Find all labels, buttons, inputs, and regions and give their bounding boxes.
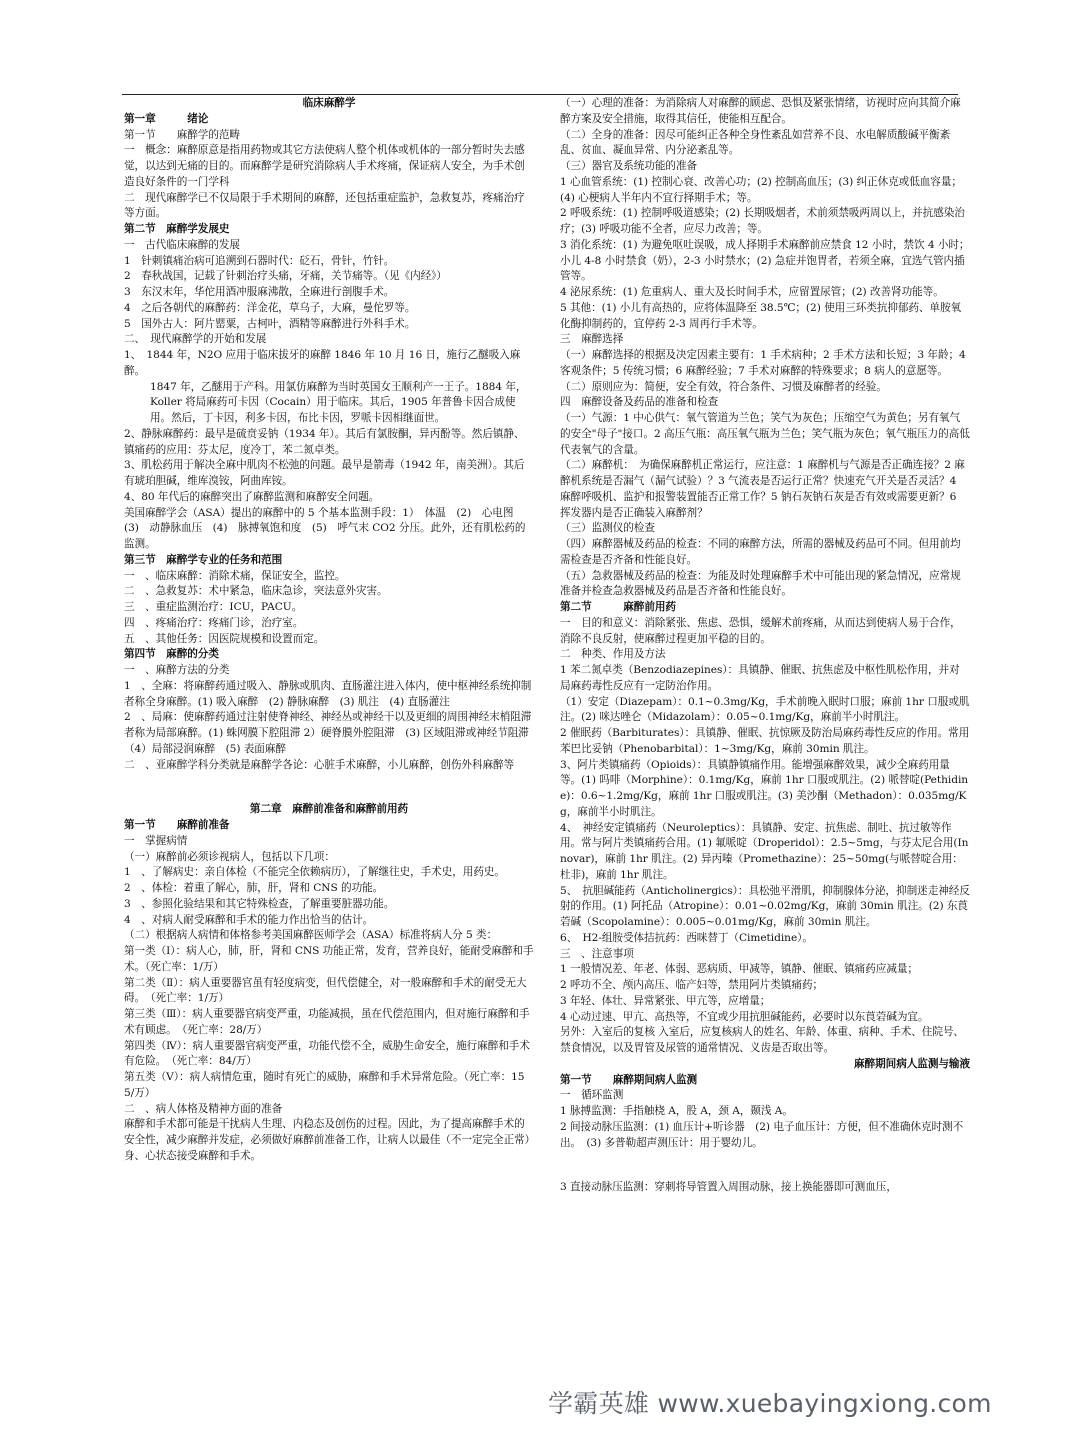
text-line: 4 之后各朝代的麻醉药：洋金花，草乌子，大麻，曼佗罗等。 — [124, 301, 416, 314]
text-line: 第四类（Ⅳ）：病人重要器官病变严重，功能代偿不全，威胁生命安全，施行麻醉和手术有危险。 （死亡率：84/万） — [124, 1039, 530, 1068]
section-heading: 第二节 麻醉学发展史 — [124, 223, 230, 235]
text-line: 1847 年，乙醚用于产科。用氯仿麻醉为当时英国女王顺利产一王子。1884 年，Koller 将局麻药可卡因（Cocain）用于临床。其后，1905 年普鲁卡因合成使用。然后，丁卡因，利多卡因，布比卡因，罗哌卡因相继面世。 — [150, 380, 527, 424]
spacer — [124, 784, 534, 792]
text-line: 1、 1844 年，N2O 应用于临床拔牙的麻醉 1846 年 10 月 16 日，施行乙醚吸入麻醉。 — [124, 349, 521, 377]
text-line: （三）器官及系统功能的准备 — [560, 160, 698, 172]
text-line: 2 催眠药（Barbiturates）：具镇静、催眠、抗惊厥及防治局麻药毒性反应的作用。常用苯巴比妥钠（Phenobarbital）：1~3mg/Kg，麻前 30min 肌注。 — [560, 727, 970, 755]
text-line: （一）心理的准备：为消除病人对麻醉的顾虑、恐惧及紧张情绪，访视时应向其简介麻醉方案及安全措施，取得其信任，使能相互配合。 — [560, 97, 961, 125]
text-line: 一 概念：麻醉原意是指用药物或其它方法使病人整个机体或机体的一部分暂时失去感觉，以达到无痛的目的。而麻醉学是研究消除病人手术疼痛，保证病人安全，为手术创造良好条件的一门学科 — [124, 144, 525, 188]
text-line: 4、80 年代后的麻醉突出了麻醉监测和麻醉安全问题。 — [124, 490, 380, 503]
text-line: 3 直接动脉压监测：穿刺将导管置入周围动脉，接上换能器即可测血压， — [560, 1181, 897, 1194]
section-heading: 第一节 麻醉期间病人监测 — [560, 1073, 698, 1086]
text-line: 1 一般情况差、年老、体弱、恶病质、甲减等，镇静、催眠、镇痛药应减量； — [560, 963, 918, 976]
text-line: 5、 抗胆碱能药（Anticholinergics）：具松弛平滑肌，抑制腺体分泌，抑制迷走神经反射的作用。(1) 阿托品（Atropine）：0.01~0.02mg/Kg，麻前 30min 肌注。(2) 东莨菪碱（Scopolamine）：0.005~0.01mg/Kg，麻前 30min 肌注。 — [560, 884, 970, 928]
text-line: 一 、临床麻醉：消除术痛，保证安全，监控。 — [124, 569, 346, 582]
text-line: 二 、亚麻醉学科分类就是麻醉学各论：心脏手术麻醉，小儿麻醉，创伤外科麻醉等 — [124, 758, 515, 771]
text-line: 5 国外古人：阿片罂粟，古柯叶，酒精等麻醉进行外科手术。 — [124, 317, 416, 330]
text-line: 一 、麻醉方法的分类 — [124, 664, 230, 676]
text-line: 第一节 麻醉学的范畴 — [124, 128, 240, 141]
text-line: （1）安定（Diazepam）：0.1~0.3mg/Kg，手术前晚入眠时口服；麻前 1hr 口服或肌注。(2) 咪达唑仑（Midazolam）：0.05~0.1mg/Kg，麻前半小时肌注。 — [560, 695, 970, 724]
text-line: 4 泌尿系统：(1) 危重病人、重大及长时间手术，应留置尿管；(2) 改善肾功能等。 — [560, 286, 944, 298]
text-line: 2 呼功不全、颅内高压、临产妇等，禁用阿片类镇痛药； — [560, 979, 824, 991]
text-line: 三 、注意事项 — [560, 947, 634, 960]
text-line: 五 、其他任务：因医院规模和设置而定。 — [124, 632, 325, 645]
text-line: 3 东汉末年，华佗用酒冲服麻沸散，全麻进行剖腹手术。 — [124, 286, 395, 298]
text-line: （五）急救器械及药品的检查：为能及时处理麻醉手术中可能出现的紧急情况，应常规准备并检查急救器械及药品是否齐备和性能良好。 — [560, 569, 961, 598]
section-heading: 第一节 麻醉前准备 — [124, 819, 230, 832]
text-line: 3 消化系统：(1) 为避免呕吐误吸，成人择期手术麻醉前应禁食 12 小时，禁饮 4 小时；小儿 4-8 小时禁食（奶），2-3 小时禁水；(2) 急症并饱胃者，若须全麻，宜选气管内插管等。 — [560, 238, 970, 283]
text-line: 第五类（Ⅴ）：病人病情危重，随时有死亡的威胁，麻醉和手术异常危险。（死亡率：155/万） — [124, 1071, 525, 1099]
section-heading: 临床麻醉学 — [302, 97, 356, 109]
text-line: 一 循环监测 — [560, 1089, 624, 1102]
text-line: 4 、对病人耐受麻醉和手术的能力作出恰当的估计。 — [124, 913, 374, 926]
text-line: 第二类（Ⅱ）：病人重要器官虽有轻度病变，但代偿健全，对一般麻醉和手术的耐受无大碍。 （死亡率：1/万） — [124, 976, 527, 1005]
text-line: 3 年轻、体壮、异常紧张、甲亢等，应增量； — [560, 994, 771, 1007]
text-line: 4 心动过速、甲亢、高热等，不宜或少用抗胆碱能药，必要时以东莨菪碱为宜。 — [560, 1010, 929, 1023]
text-line: 2 、局麻：使麻醉药通过注射使脊神经、神经丛或神经干以及更细的周围神经末梢阻滞者称为局部麻醉。(1) 蛛网膜下腔阻滞 2）硬脊膜外腔阻滞 (3) 区域阻滞或神经节阻滞 — [124, 711, 532, 739]
text-line: 1 、了解病史：亲自体检（不能完全依赖病历），了解继往史，手术史，用药史。 — [124, 866, 505, 879]
text-line: 2、静脉麻醉药：最早是硫贲妥钠（1934 年）。其后有氯胺酮，异丙酚等。然后镇静、镇痛药的应用：芬太尼，度冷丁，苯二氮卓类。 — [124, 427, 525, 456]
text-line: 3、肌松药用于解决全麻中肌肉不松弛的问题。最早是箭毒（1942 年，南美洲）。其后有琥珀胆碱，维库溴铵，阿曲库铵。 — [124, 459, 525, 487]
text-line: （4）局部浸润麻醉 (5) 表面麻醉 — [124, 742, 286, 755]
text-line: 二 、病人体格及精神方面的准备 — [124, 1102, 283, 1115]
watermark: 学霸英雄 www.xuebayingxiong.com — [548, 1389, 992, 1418]
text-line: 美国麻醉学会（ASA）提出的麻醉中的 5 个基本监测手段：1） 体温 (2) 心电图 (3) 动静脉血压 (4) 脉搏氧饱和度 (5) 呼气末 CO2 分压。此外，还有肌松药的监测。 — [124, 506, 526, 550]
text-line: 三 麻醉选择 — [560, 333, 624, 346]
text-line: （三）监测仪的检查 — [560, 522, 655, 535]
text-line: 1 、全麻：将麻醉药通过吸入、静脉或肌肉、直肠灌注进入体内，使中枢神经系统抑制者称全身麻醉。(1) 吸入麻醉 (2) 静脉麻醉 (3) 肌注 (4) 直肠灌注 — [124, 679, 532, 708]
text-line: 一 掌握病情 — [124, 834, 188, 847]
text-line: 四 麻醉设备及药品的准备和检查 — [560, 396, 719, 409]
text-line: （一）麻醉前必须诊视病人，包括以下几项： — [124, 850, 335, 863]
text-line: 四 、疼痛治疗：疼痛门诊，治疗室。 — [124, 616, 304, 629]
text-line: 第三类（Ⅲ）：病人重要器官病变严重，功能减损，虽在代偿范围内，但对施行麻醉和手术有顾虑。 （死亡率：28/万） — [124, 1008, 530, 1036]
spacer — [560, 1162, 970, 1170]
text-line: 二 、急救复苏：术中紧急，临床急诊，突法意外灾害。 — [124, 585, 388, 598]
text-line: 二、 现代麻醉学的开始和发展 — [124, 333, 267, 346]
text-line: （二）原则应为：简便，安全有效，符合条件、习惯及麻醉者的经验。 — [560, 380, 887, 393]
text-line: 1 心血管系统：(1) 控制心衰、改善心功；(2) 控制高血压；(3) 纠正休克或低血容量；(4) 心梗病人半年内不宜行择期手术；等。 — [560, 175, 962, 204]
text-line: 1 脉搏监测：手指触桡 A，股 A，颈 A，颞浅 A。 — [560, 1105, 793, 1117]
right-column — [560, 96, 970, 1196]
text-line: 5 其他：(1) 小儿有高热的，应将体温降至 38.5℃；(2) 使用三环类抗抑郁药、单胺氧化酶抑制药的，宜停药 2-3 周再行手术等。 — [560, 301, 962, 330]
text-line: 一 目的和意义：消除紧张、焦虑、恐惧，缓解术前疼痛，从而达到使病人易于合作，消除不良反射，使麻醉过程更加平稳的目的。 — [560, 616, 961, 645]
text-line: 3 、参照化验结果和其它特殊检查，了解重要脏器功能。 — [124, 897, 395, 910]
text-line: 另外：入室后的复核 入室后，应复核病人的姓名、年龄、体重、病种、手术、住院号、禁食情况，以及胃管及尿管的通常情况、义齿是否取出等。 — [560, 1026, 964, 1054]
text-line: 6、 H2-组胺受体拮抗药：西咪替丁（Cimetidine）。 — [560, 931, 813, 944]
text-line: （二）麻醉机： 为确保麻醉机正常运行，应注意：1 麻醉机与气源是否正确连接？2 麻醉机系统是否漏气（漏气试验）？3 气流表是否运行正常？快速充气开关是否灵活？4 麻醉呼吸机、监护和报警装置能否正常工作？5 钠石灰钠石灰是否有效或需要更新？6 挥发器内是否正确装入麻醉剂？ — [560, 459, 965, 519]
section-heading: 麻醉期间病人监测与输液 — [854, 1057, 970, 1070]
text-line: 4、 神经安定镇痛药（Neuroleptics）：具镇静、安定、抗焦虑、制吐、抗过敏等作用。常与阿片类镇痛药合用。(1) 氟哌啶（Droperidol）：2.5~5mg，与芬太尼合用(Innovar)，麻前 1hr 肌注。(2) 异丙嗪（Promethazine）：25~50mg(与哌替啶合用：杜非)，麻前 1hr 肌注。 — [560, 821, 969, 881]
top-rule — [122, 94, 958, 95]
text-line: （一）气源：1 中心供气：氧气管道为兰色；笑气为灰色；压缩空气为黄色；另有氧气的安全"母子"接口。2 高压气瓶：高压氧气瓶为兰色；笑气瓶为灰色；氧气瓶压力的高低代表氧气的含量。 — [560, 412, 970, 456]
text-line: 2 春秋战国，记载了针刺治疗头痛，牙痛，关节痛等。（见《内经》） — [124, 270, 447, 283]
text-line: （二）全身的准备：因尽可能纠正各种全身性紊乱如营养不良、水电解质酸碱平衡紊乱、贫血、凝血异常、内分泌紊乱等。 — [560, 128, 951, 157]
text-line: （一）麻醉选择的根据及决定因素主要有：1 手术病种；2 手术方法和长短；3 年龄；4 客观条件；5 传统习惯；6 麻醉经验；7 手术对麻醉的特殊要求；8 病人的意愿等。 — [560, 349, 966, 377]
text-line: 二 种类、作用及方法 — [560, 648, 666, 661]
section-heading: 第四节 麻醉的分类 — [124, 648, 219, 661]
section-heading: 第二章 麻醉前准备和麻醉前用药 — [249, 803, 409, 816]
text-line: 一 古代临床麻醉的发展 — [124, 238, 240, 251]
text-line: 2 呼吸系统：(1) 控制呼吸道感染；(2) 长期吸烟者，术前须禁吸两周以上，并抗感染治疗；(3) 呼吸功能不全者，应尽力改善；等。 — [560, 207, 965, 235]
text-line: 麻醉和手术都可能是干扰病人生理、内稳态及创伤的过程。因此，为了提高麻醉手术的安全性，减少麻醉并发症，必须做好麻醉前准备工作，让病人以最佳（不一定完全正常）身、心状态接受麻醉和手术。 — [124, 1118, 530, 1162]
text-line: 1 苯二氮卓类（Benzodiazepines）：具镇静、催眠、抗焦虑及中枢性肌松作用，并对局麻药毒性反应有一定防治作用。 — [560, 664, 960, 692]
text-line: 三 、重症监测治疗：ICU，PACU。 — [124, 601, 303, 613]
text-line: 第一类（Ⅰ）：病人心，肺，肝，肾和 CNS 功能正常，发育，营养良好，能耐受麻醉和手术。（死亡率：1/万） — [124, 945, 534, 973]
text-line: 1 针刺镇痛治病可追溯到石器时代：砭石，骨针，竹针。 — [124, 254, 395, 267]
text-line: 3、阿片类镇痛药（Opioids）：具镇静镇痛作用。能增强麻醉效果，减少全麻药用量等。(1) 吗啡（Morphine）：0.1mg/Kg，麻前 1hr 口服或肌注。(2) 哌替啶(Pethidine)：0.6~1.2mg/Kg，麻前 1hr 口服或肌注。(3) 美沙酮（Methadon）：0.035mg/Kg，麻前半小时肌注。 — [560, 758, 969, 818]
section-heading: 第三节 麻醉学专业的任务和范围 — [124, 553, 283, 566]
section-heading: 第二节 麻醉前用药 — [560, 601, 676, 613]
section-heading: 第一章 绪论 — [124, 112, 209, 125]
text-line: 2 、体检：着重了解心，肺，肝，肾和 CNS 的功能。 — [124, 882, 384, 895]
text-line: 2 间接动脉压监测：(1) 血压计+听诊器 (2) 电子血压计：方便，但不准确休克时测不出。 (3) 多普勒超声测压计：用于婴幼儿。 — [560, 1120, 964, 1149]
text-line: 二 现代麻醉学已不仅局限于手术期间的麻醉，还包括重症监护，急救复苏，疼痛治疗等方面。 — [124, 191, 525, 220]
text-line: （四）麻醉器械及药品的检查：不同的麻醉方法，所需的器械及药品可不同。但用前均需检查是否齐备和性能良好。 — [560, 538, 961, 566]
left-column — [124, 96, 534, 1165]
text-line: （二）根据病人病情和体格参考美国麻醉医师学会（ASA）标准将病人分 5 类： — [124, 929, 498, 942]
